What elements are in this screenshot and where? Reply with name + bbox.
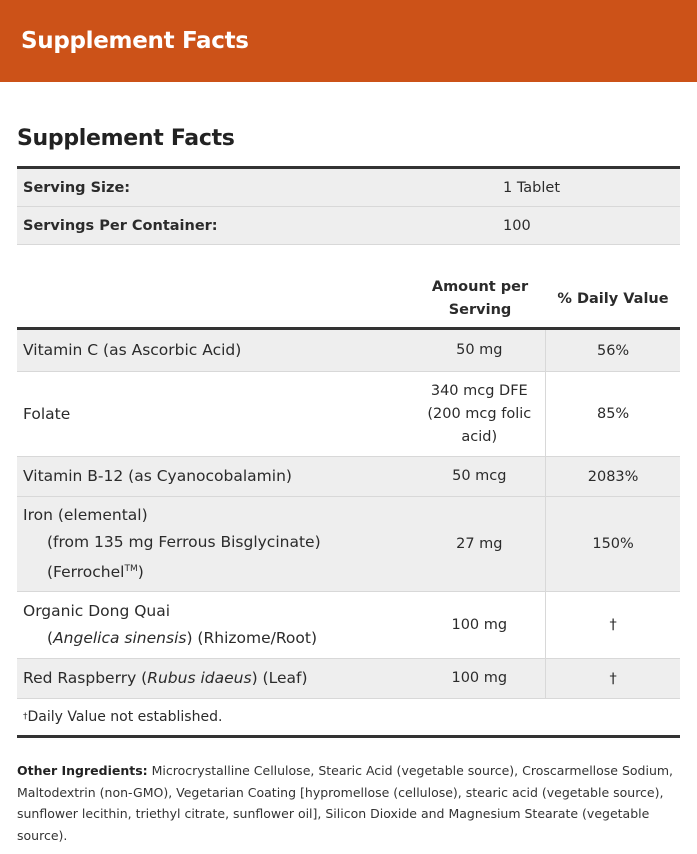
table-row — [17, 659, 680, 699]
nutrient-amount: 100 mg — [451, 616, 508, 633]
panel-title: Supplement Facts — [17, 126, 235, 151]
servings-per-container-value: 100 — [503, 217, 531, 234]
nutrient-brand: (Ferrochel™) — [47, 563, 144, 582]
nutrient-source: (from 135 mg Ferrous Bisglycinate) — [47, 532, 321, 551]
nutrient-name: Folate — [23, 404, 71, 423]
nutrient-dv: 56% — [545, 330, 680, 371]
footnote-mark: † — [23, 712, 28, 722]
other-ingredients — [17, 760, 677, 846]
nutrient-dv: 85% — [545, 372, 680, 456]
header-title: Supplement Facts — [21, 28, 249, 54]
nutrient-table — [17, 270, 680, 738]
header-banner — [0, 0, 697, 82]
nutrient-name: Iron (elemental) — [23, 505, 148, 524]
table-row — [17, 497, 680, 592]
nutrient-amount: 100 mg — [451, 670, 508, 686]
other-ingredients-label: Other Ingredients: — [17, 763, 148, 778]
serving-size-row — [17, 169, 680, 207]
serving-info-table — [17, 166, 680, 245]
nutrient-amount: 340 mcg DFE (200 mcg folic acid) — [427, 382, 532, 445]
servings-per-container-row — [17, 207, 680, 245]
nutrient-amount: 50 mcg — [452, 468, 507, 484]
nutrient-name: Vitamin B-12 (as Cyanocobalamin) — [23, 467, 292, 485]
footnote — [17, 699, 680, 738]
table-row — [17, 592, 680, 659]
footnote-text: Daily Value not established. — [27, 709, 223, 725]
other-ingredients-text: Microcrystalline Cellulose, Stearic Acid (vegetable source), Croscarmellose Sodium, Maltodextrin (non-GMO), Vegetarian Coating [hypromellose (cellulose), stearic acid (vegetable source), sunflower lecithin, triethyl citrate, sunflower oil], Silicon Dioxide and Magnesium Stearate (vegetable source). — [17, 763, 674, 843]
nutrient-dv: † — [545, 659, 680, 698]
table-row — [17, 330, 680, 372]
table-row — [17, 372, 680, 457]
serving-size-label: Serving Size: — [23, 179, 131, 196]
table-row — [17, 457, 680, 497]
nutrient-amount: 27 mg — [456, 535, 503, 552]
amount-column-header: Amount per Serving — [431, 278, 529, 318]
trademark-mark: TM — [124, 563, 138, 574]
nutrient-dv: † — [545, 592, 680, 658]
nutrient-dv: 150% — [545, 497, 680, 591]
daily-value-column-header: % Daily Value — [557, 290, 669, 307]
nutrient-part: (Angelica sinensis) (Rhizome/Root) — [47, 629, 318, 647]
nutrient-table-header — [17, 270, 680, 330]
nutrient-name: Vitamin C (as Ascorbic Acid) — [23, 341, 242, 359]
servings-per-container-label: Servings Per Container: — [23, 217, 218, 234]
nutrient-amount: 50 mg — [456, 342, 503, 358]
serving-size-value: 1 Tablet — [503, 179, 561, 196]
nutrient-name: Red Raspberry (Rubus idaeus) (Leaf) — [23, 669, 308, 687]
nutrient-dv: 2083% — [545, 457, 680, 496]
nutrient-name: Organic Dong Quai — [23, 602, 171, 620]
